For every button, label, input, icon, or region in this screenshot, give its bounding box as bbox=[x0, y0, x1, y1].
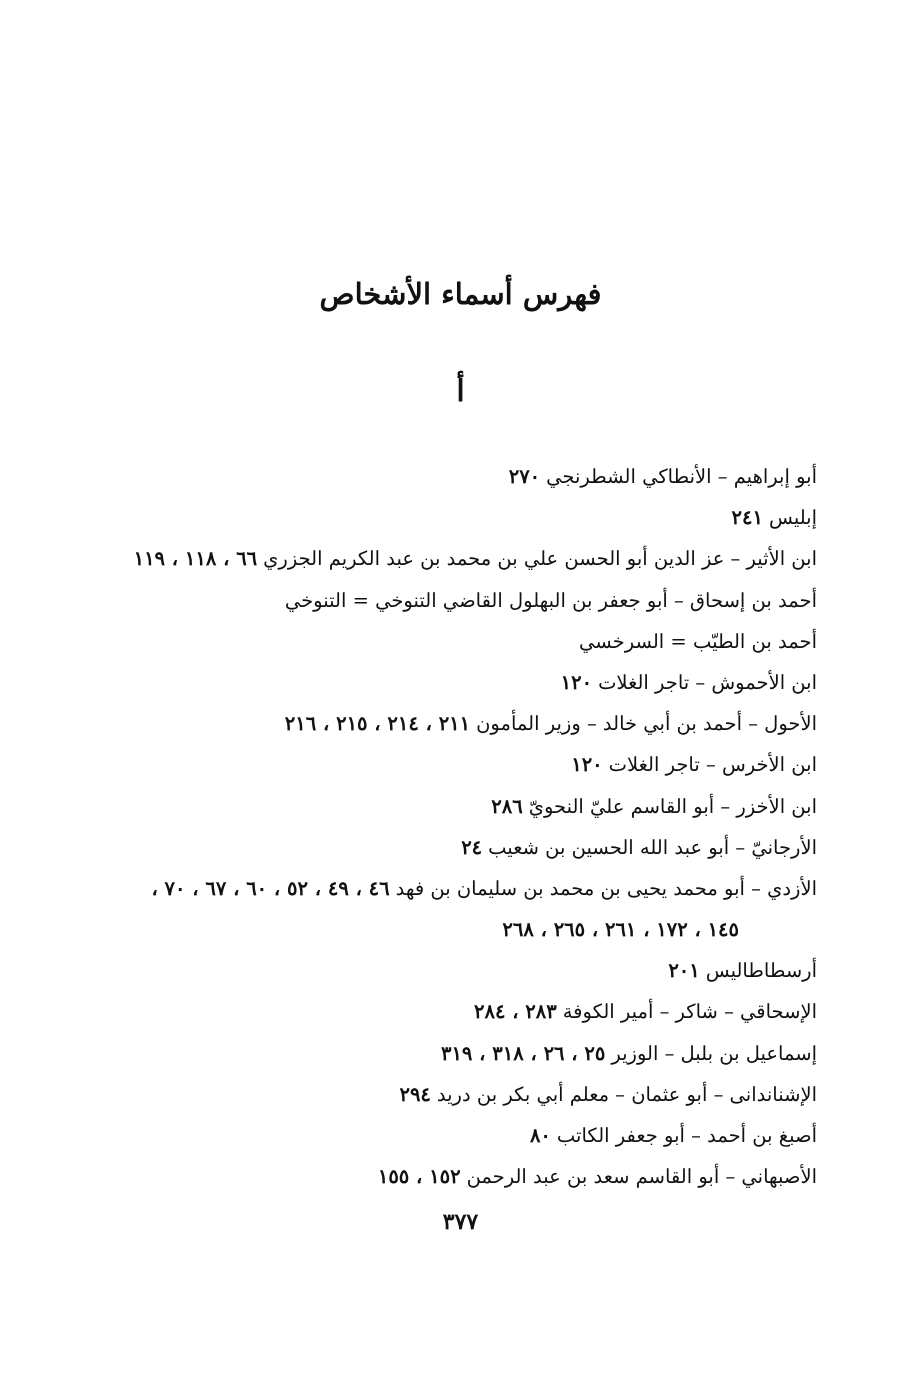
page-title: فهرس أسماء الأشخاص bbox=[319, 277, 602, 311]
index-entry bbox=[127, 827, 817, 868]
entry-name: أرسطاطاليس bbox=[705, 959, 817, 983]
entry-name: إسماعيل بن بلبل – الوزير bbox=[611, 1041, 817, 1065]
entry-name: الإسحاقي – شاكر – أمير الكوفة bbox=[562, 1000, 817, 1024]
index-entry bbox=[127, 950, 817, 991]
entry-pages: ٢١١ ، ٢١٤ ، ٢١٥ ، ٢١٦ bbox=[284, 712, 471, 736]
entry-pages: ٢٤١ bbox=[731, 506, 763, 530]
index-entry bbox=[127, 580, 817, 621]
entry-name: الأصبهاني – أبو القاسم سعد بن عبد الرحمن bbox=[466, 1165, 817, 1189]
entry-name: الأرجانيّ – أبو عبد الله الحسين بن شعيب bbox=[488, 835, 817, 859]
entry-pages: ٢٧٠ bbox=[508, 465, 541, 488]
entry-name: أحمد بن الطيّب = السرخسي bbox=[579, 629, 817, 653]
entry-pages: ١٢٠ bbox=[560, 670, 593, 694]
index-entry-continuation bbox=[127, 909, 817, 950]
section-letter: أ bbox=[456, 374, 465, 409]
index-entry bbox=[127, 621, 817, 662]
entry-name: أحمد بن إسحاق – أبو جعفر بن البهلول القاضي التنوخي = التنوخي bbox=[284, 588, 817, 612]
entry-pages: ٢٨٣ ، ٢٨٤ bbox=[474, 1000, 557, 1024]
entry-pages: ٢٩٤ bbox=[399, 1082, 431, 1106]
entry-pages: ١٥٢ ، ١٥٥ bbox=[377, 1165, 461, 1189]
entry-name: إبليس bbox=[768, 506, 817, 530]
entry-name: ابن الأحموش – تاجر الغلات bbox=[598, 670, 817, 694]
entry-pages: ١٢٠ bbox=[571, 753, 603, 777]
entry-name: الإشناندانى – أبو عثمان – معلم أبي بكر بن دريد bbox=[436, 1082, 817, 1106]
index-entry bbox=[127, 1074, 817, 1115]
index-entry bbox=[127, 868, 817, 909]
entry-pages: ٢٨٦ bbox=[491, 794, 523, 818]
index-entry bbox=[127, 703, 817, 744]
index-entry bbox=[127, 662, 817, 703]
index-entry bbox=[127, 538, 817, 579]
index-entry bbox=[127, 1115, 817, 1156]
entry-pages: ١٤٥ ، ١٧٢ ، ٢٦١ ، ٢٦٥ ، ٢٦٨ bbox=[502, 918, 739, 942]
index-entry bbox=[127, 1156, 817, 1197]
index-entry bbox=[127, 991, 817, 1032]
entry-pages: ٦٦ ، ١١٨ ، ١١٩ bbox=[133, 547, 258, 571]
entry-name: أصبغ بن أحمد – أبو جعفر الكاتب bbox=[556, 1124, 817, 1147]
index-entry bbox=[127, 744, 817, 785]
entry-pages: ٢٥ ، ٢٦ ، ٣١٨ ، ٣١٩ bbox=[440, 1041, 606, 1065]
entry-pages: ٢٤ bbox=[461, 835, 483, 859]
page-number: ٣٧٧ bbox=[442, 1209, 479, 1235]
entry-pages: ٤٦ ، ٤٩ ، ٥٢ ، ٦٠ ، ٦٧ ، ٧٠ ، bbox=[151, 876, 390, 900]
index-entries bbox=[127, 456, 817, 1197]
entry-name: أبو إبراهيم – الأنطاكي الشطرنجي bbox=[546, 465, 817, 488]
index-entry bbox=[127, 456, 817, 497]
entry-name: ابن الأخرس – تاجر الغلات bbox=[608, 753, 817, 777]
entry-name: الأزدي – أبو محمد يحيى بن محمد بن سليمان بن فهد bbox=[395, 876, 817, 900]
index-entry bbox=[127, 1033, 817, 1074]
index-entry bbox=[127, 497, 817, 538]
entry-pages: ٨٠ bbox=[529, 1124, 551, 1147]
entry-pages: ٢٠١ bbox=[668, 959, 700, 983]
entry-name: الأحول – أحمد بن أبي خالد – وزير المأمون bbox=[476, 712, 817, 736]
entry-name: ابن الأخزر – أبو القاسم عليّ النحويّ bbox=[528, 794, 817, 818]
index-entry bbox=[127, 786, 817, 827]
entry-name: ابن الأثير – عز الدين أبو الحسن علي بن محمد بن عبد الكريم الجزري bbox=[263, 547, 817, 571]
